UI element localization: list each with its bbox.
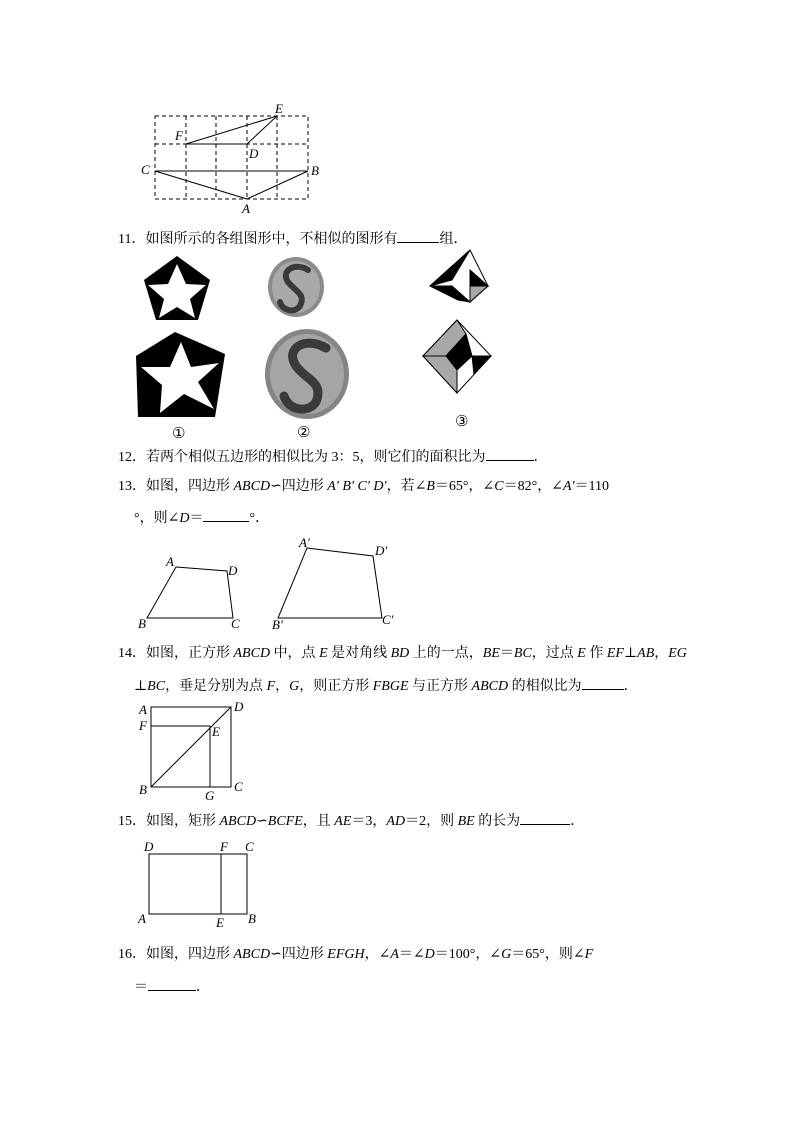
q15-label-B: B <box>248 911 256 926</box>
q13-label-B-prime: B′ <box>272 617 283 632</box>
q10-label-C: C <box>141 162 150 177</box>
q10-label-E: E <box>275 101 283 116</box>
q15-label-D: D <box>144 839 154 854</box>
q14-label-G: G <box>205 788 215 803</box>
q13-label-B: B <box>138 616 146 631</box>
q14-label-E: E <box>212 724 220 739</box>
q13-label-C: C <box>231 616 240 631</box>
q13-label-C-prime: C′ <box>382 612 394 627</box>
q10-label-B: B <box>311 163 319 178</box>
q14-label-C: C <box>234 779 243 794</box>
q15-label-E: E <box>216 915 224 930</box>
q13-label-D-prime: D′ <box>375 543 388 558</box>
q14-label-A: A <box>139 702 147 717</box>
caption-2: ② <box>297 423 311 441</box>
q14-label-D: D <box>234 699 244 714</box>
q13-label-A-prime: A′ <box>299 535 310 550</box>
question-14-line-1: 14．如图，正方形 ABCD 中，点 E 是对角线 BD 上的一点，BE＝BC，过点 E 作 EF⊥AB，EG <box>118 646 687 661</box>
q14-label-F: F <box>139 718 147 733</box>
caption-3: ③ <box>455 412 469 430</box>
q10-label-A: A <box>242 201 250 216</box>
q15-label-C: C <box>245 839 254 854</box>
answer-blank[interactable] <box>148 976 196 991</box>
question-14-line-2: ⊥BC，垂足分别为点 F，G，则正方形 FBGE 与正方形 ABCD 的相似比为 ． <box>134 675 638 697</box>
question-11: 11．如图所示的各组图形中，不相似的图形有 组． <box>118 228 467 250</box>
q13-label-D: D <box>228 563 238 578</box>
q10-label-D: D <box>249 146 259 161</box>
q14-label-B: B <box>139 782 147 797</box>
question-13-line-1: 13．如图，四边形 ABCD∽四边形 A′ B′ C′ D′，若∠B＝65°，∠C＝82°，∠A′＝110 <box>118 479 610 494</box>
caption-1: ① <box>172 424 186 442</box>
question-13-line-2: °，则∠D＝ °． <box>134 507 269 529</box>
q15-label-A: A <box>138 911 146 926</box>
q15-label-F: F <box>220 839 228 854</box>
question-16-line-2: ＝ ． <box>134 976 210 998</box>
question-16-line-1: 16．如图，四边形 ABCD∽四边形 EFGH，∠A＝∠D＝100°，∠G＝65°，则∠F <box>118 947 594 962</box>
q10-label-F: F <box>175 128 183 143</box>
q13-label-A: A <box>166 554 174 569</box>
question-15: 15．如图，矩形 ABCD∽BCFE，且 AE＝3，AD＝2，则 BE 的长为 ． <box>118 810 584 832</box>
question-12: 12．若两个相似五边形的相似比为 3：5，则它们的面积比为 ． <box>118 446 548 468</box>
